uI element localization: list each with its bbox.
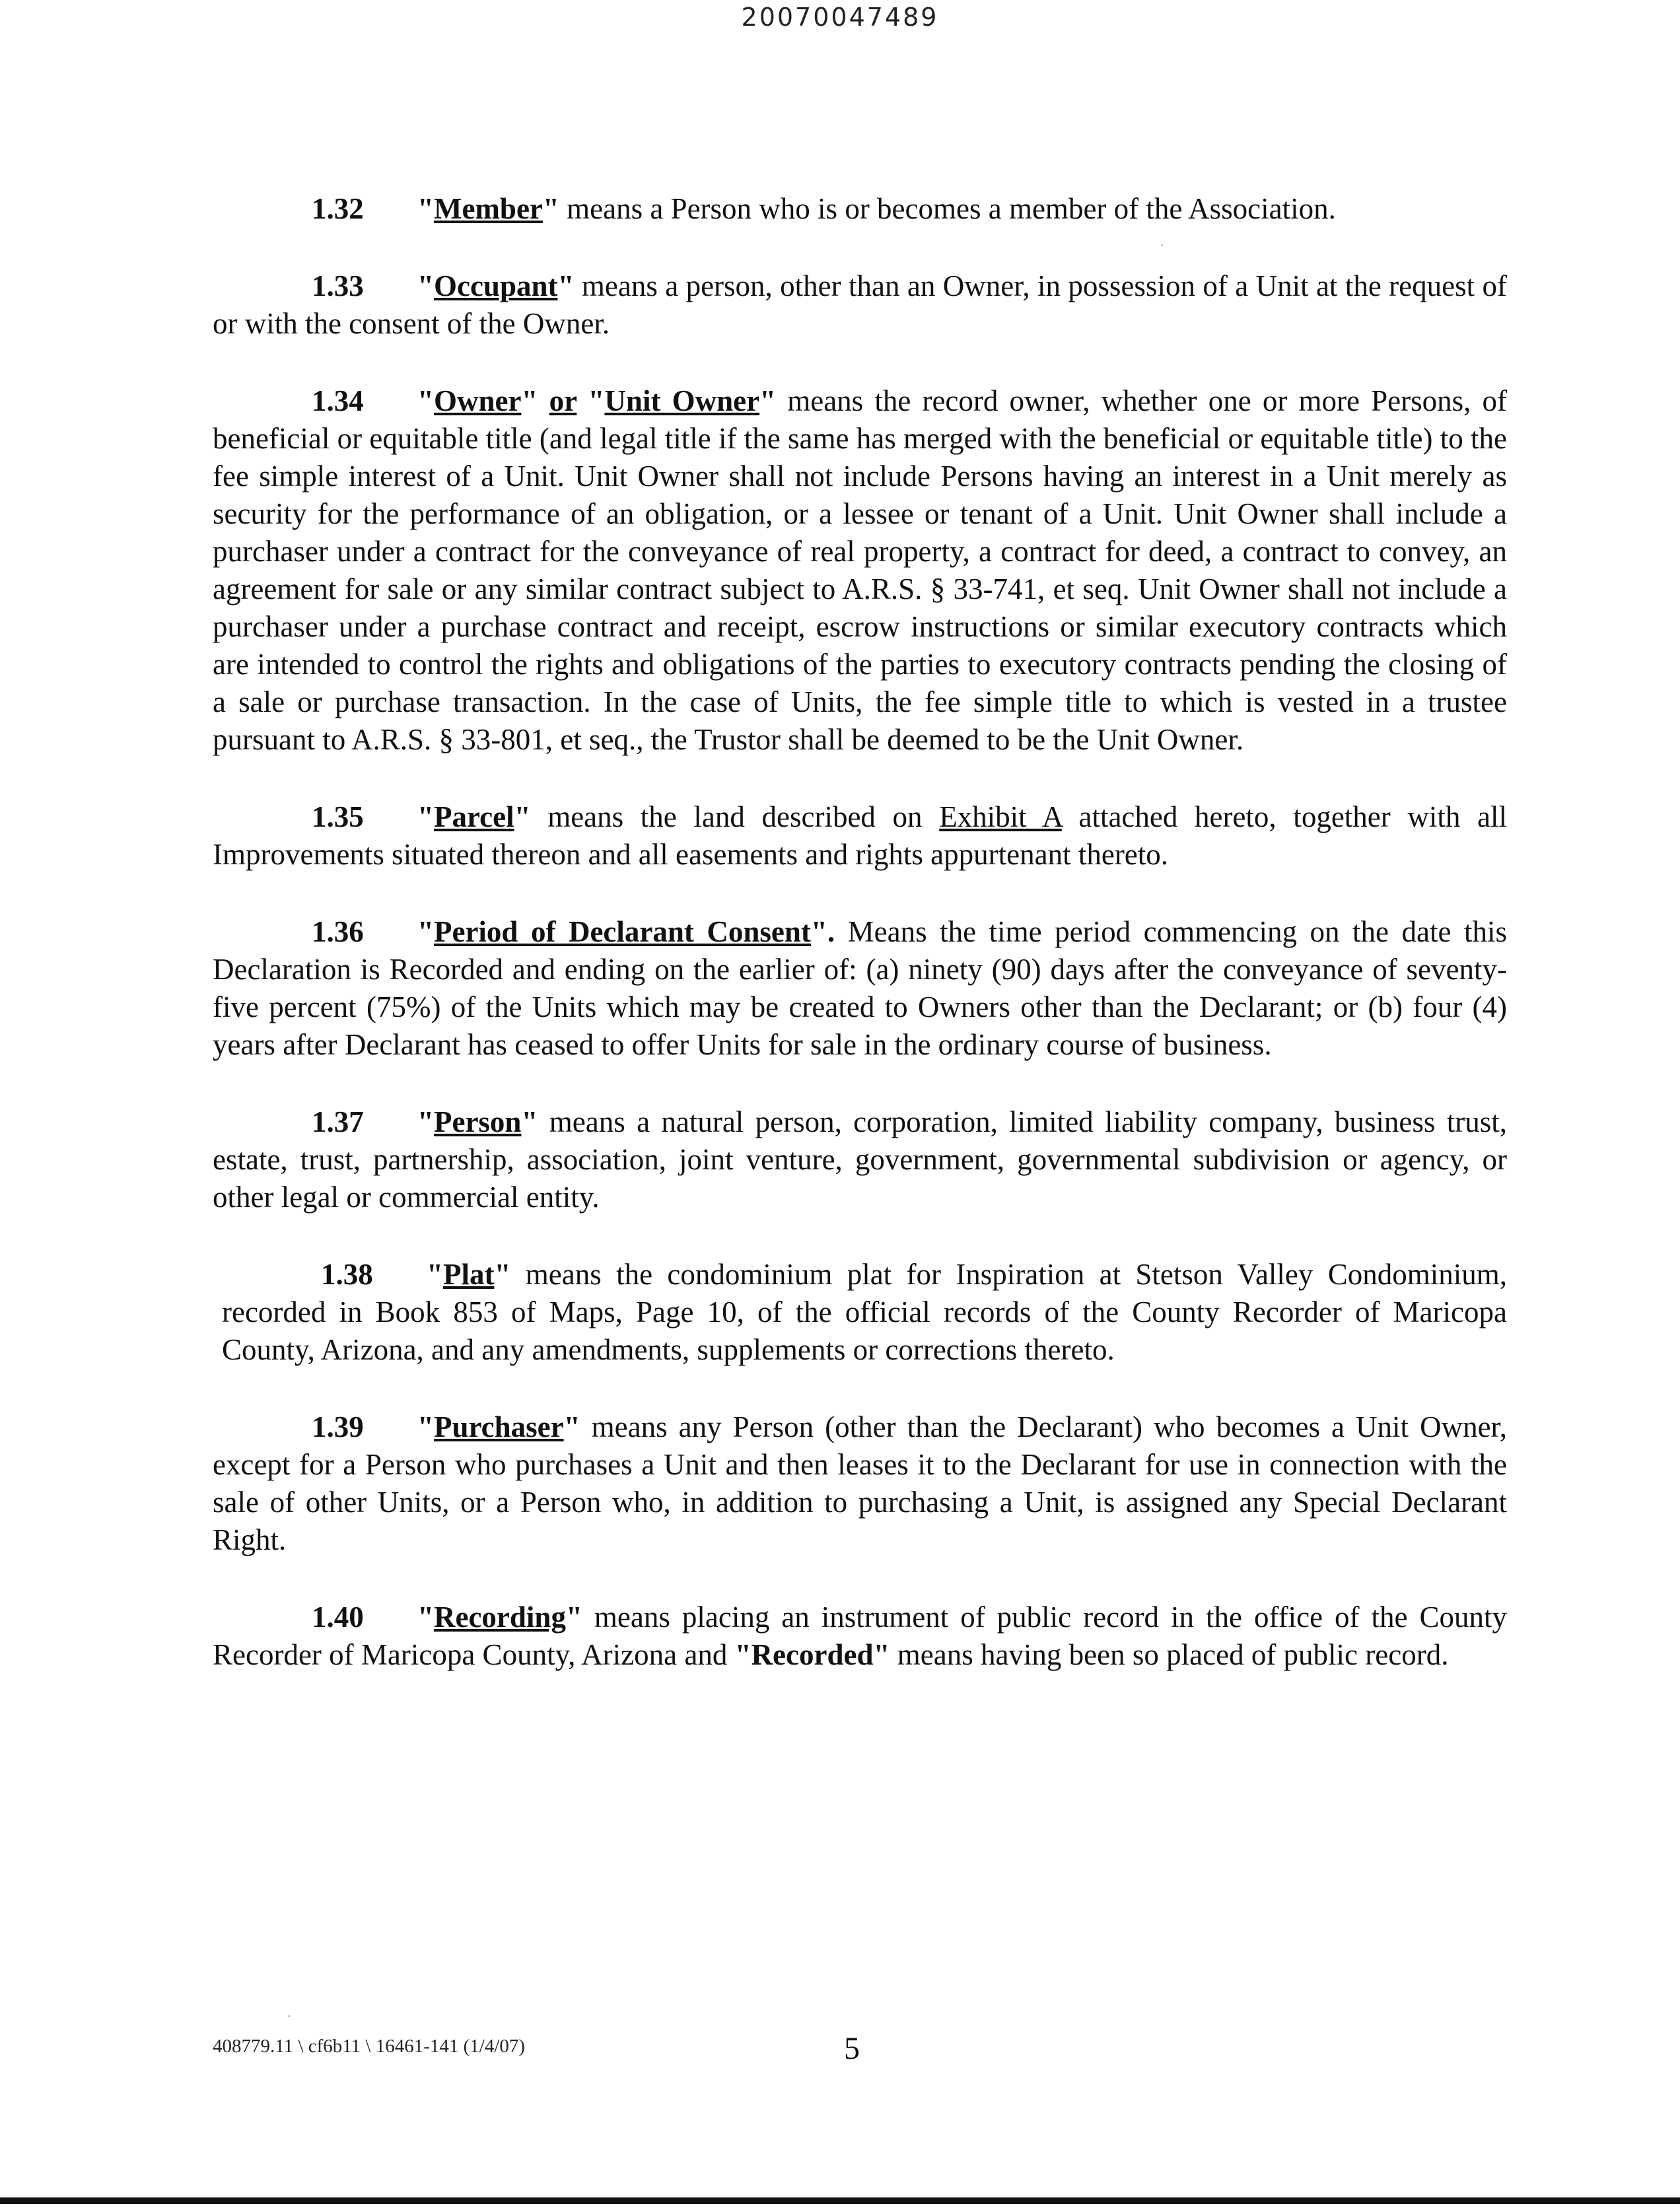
section-text: means a person, other than an Owner, in possession of a Unit at the request of or with the consent of the Owner. xyxy=(213,269,1507,340)
section-text-continued: attached hereto, together with all Improvements situated thereon and all easements and rights appurtenant thereto. xyxy=(213,800,1507,871)
section-number: 1.32 xyxy=(312,192,364,225)
defined-term: "Purchaser" xyxy=(417,1410,580,1443)
footer-reference: 408779.11 \ cf6b11 \ 16461-141 (1/4/07) xyxy=(213,2036,526,2057)
section-text: means the record owner, whether one or more Persons, of beneficial or equitable title (and legal title if the same has merged with the beneficial or equitable title) to the fee simple interest of a Unit. Unit Owner shall not include Persons having an interest in a Unit merely as security for the performance of an obligation, or a lessee or tenant of a Unit. Unit Owner shall include a purchaser under a contract for the conveyance of real property, a contract for deed, a contract to convey, an agreement for sale or any similar contract subject to A.R.S. § 33-741, et seq. Unit Owner shall not include a purchaser under a purchase contract and receipt, escrow instructions or similar executory contracts which are intended to control the rights and obligations of the parties to executory contracts pending the closing of a sale or purchase transaction. In the case of Units, the fee simple title to which is vested in a trustee pursuant to A.R.S. § 33-801, et seq., the Trustor shall be deemed to be the Unit Owner. xyxy=(213,384,1507,756)
section-1-38 xyxy=(213,1256,1507,1369)
defined-term: "Recording" xyxy=(417,1601,582,1634)
section-text: Means the time period commencing on the date this Declaration is Recorded and ending on the earlier of: (a) ninety (90) days after the conveyance of seventy-five percent (75%) of the Units which may be created to Owners other than the Declarant; or (b) four (4) years after Declarant has ceased to offer Units for sale in the ordinary course of business. xyxy=(213,915,1507,1061)
section-number: 1.35 xyxy=(312,800,364,833)
defined-term: "Owner" or "Unit Owner" xyxy=(417,384,777,417)
section-1-40 xyxy=(213,1599,1507,1674)
page-number: 5 xyxy=(844,2031,860,2066)
section-1-35 xyxy=(213,798,1507,874)
section-1-39 xyxy=(213,1408,1507,1559)
scan-speck xyxy=(1161,244,1163,246)
section-text: means a natural person, corporation, limited liability company, business trust, estate, trust, partnership, association, joint venture, government, governmental subdivision or agency, or other legal or commercial entity. xyxy=(213,1105,1507,1214)
scan-speck xyxy=(288,2015,290,2017)
section-text: means the land described on xyxy=(530,800,940,833)
section-1-32 xyxy=(213,190,1507,228)
document-body xyxy=(213,190,1507,1713)
section-text-continued: means having been so placed of public record. xyxy=(890,1638,1449,1671)
defined-term: "Person" xyxy=(417,1105,538,1138)
section-1-36 xyxy=(213,913,1507,1064)
defined-term-secondary: "Recorded" xyxy=(734,1638,890,1671)
exhibit-reference: Exhibit A xyxy=(939,800,1062,833)
section-text: means any Person (other than the Declarant) who becomes a Unit Owner, except for a Person who purchases a Unit and then leases it to the Declarant for use in connection with the sale of other Units, or a Person who, in addition to purchasing a Unit, is assigned any Special Declarant Right. xyxy=(213,1410,1507,1556)
section-number: 1.33 xyxy=(312,269,364,302)
defined-term: "Member" xyxy=(417,192,559,225)
defined-term: "Plat" xyxy=(427,1258,511,1291)
section-number: 1.36 xyxy=(312,915,364,948)
section-1-37 xyxy=(213,1103,1507,1216)
section-number: 1.34 xyxy=(312,384,364,417)
section-1-33 xyxy=(213,267,1507,343)
section-text: means the condominium plat for Inspiration at Stetson Valley Condominium, recorded in Book 853 of Maps, Page 10, of the official records of the County Recorder of Maricopa County, Arizona, and any amendments, supplements or corrections thereto. xyxy=(222,1258,1507,1366)
section-number: 1.39 xyxy=(312,1410,364,1443)
section-number: 1.38 xyxy=(321,1258,373,1291)
section-number: 1.40 xyxy=(312,1601,364,1634)
section-text: means placing an instrument of public record in the office of the County Recorder of Maricopa County, Arizona and xyxy=(213,1601,1507,1671)
defined-term: "Occupant" xyxy=(417,269,575,302)
section-1-34 xyxy=(213,382,1507,759)
section-number: 1.37 xyxy=(312,1105,364,1138)
section-text: means a Person who is or becomes a member of the Association. xyxy=(559,192,1336,225)
bottom-scan-border xyxy=(0,2197,1680,2204)
document-number: 20070047489 xyxy=(741,3,939,32)
defined-term: "Parcel" xyxy=(417,800,531,833)
defined-term: "Period of Declarant Consent". xyxy=(417,915,835,948)
